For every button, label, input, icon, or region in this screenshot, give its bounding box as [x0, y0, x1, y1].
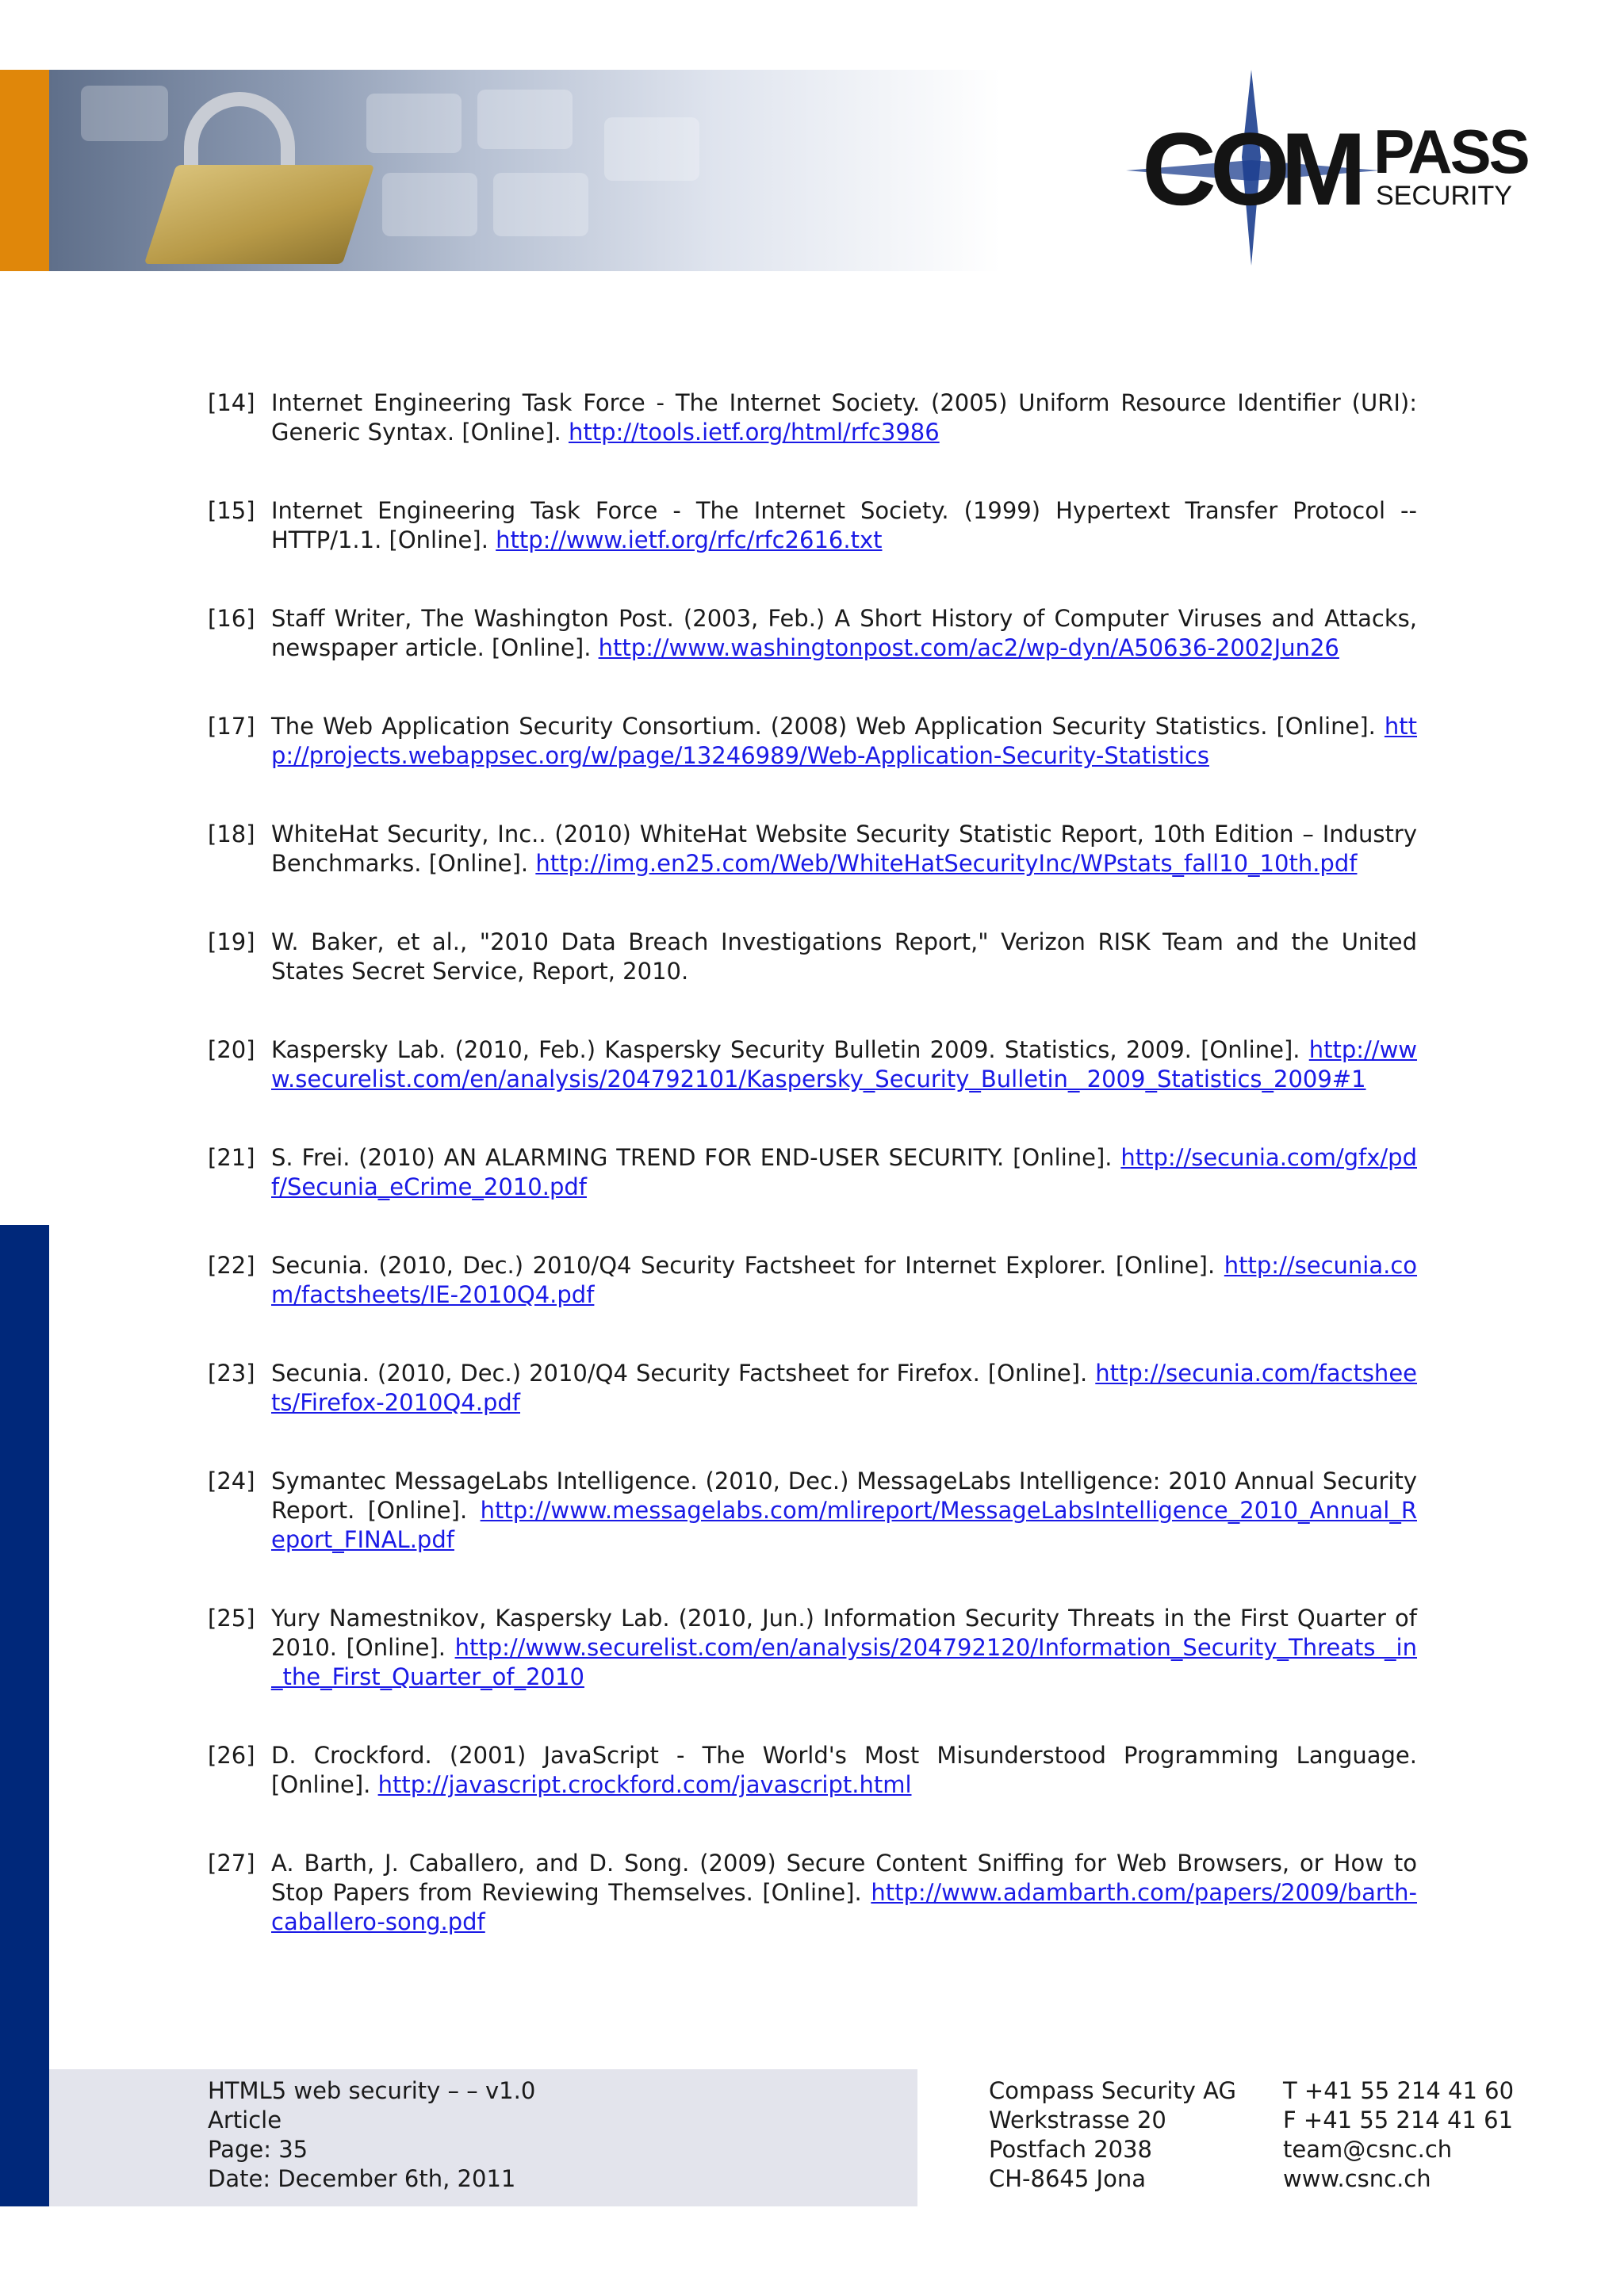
svg-text:SECURITY: SECURITY: [1376, 181, 1512, 211]
reference-link[interactable]: http://www.adambarth.com/papers/2009/barth-caballero-song.pdf: [271, 1879, 1417, 1935]
footer-page-number: Page: 35: [208, 2136, 308, 2163]
reference-item: [208, 712, 1417, 771]
reference-text: WhiteHat Security, Inc.. (2010) WhiteHat Website Security Statistic Report, 10th Edition – Industry Benchmarks. [Online].: [271, 821, 1417, 877]
reference-text: Staff Writer, The Washington Post. (2003, Feb.) A Short History of Computer Viruses and Attacks, newspaper article. [Online].: [271, 605, 1417, 661]
orange-accent-bar: [0, 70, 49, 271]
reference-text: Secunia. (2010, Dec.) 2010/Q4 Security Factsheet for Internet Explorer. [Online].: [271, 1252, 1216, 1279]
footer-doc-type: Article: [208, 2107, 282, 2133]
reference-text: D. Crockford. (2001) JavaScript - The World's Most Misunderstood Programming Language. [Online].: [271, 1742, 1417, 1798]
padlock-icon: [144, 165, 375, 264]
reference-number: [15]: [208, 497, 255, 524]
svg-text:M: M: [1281, 111, 1367, 227]
footer-website: www.csnc.ch: [1283, 2165, 1431, 2192]
reference-number: [20]: [208, 1036, 255, 1063]
footer-street: Werkstrasse 20: [989, 2107, 1166, 2133]
reference-list: [208, 388, 1417, 1986]
footer-postbox: Postfach 2038: [989, 2136, 1153, 2163]
reference-item: [208, 820, 1417, 878]
reference-text: The Web Application Security Consortium. (2008) Web Application Security Statistics. [Online].: [271, 713, 1376, 740]
footer-city: CH-8645 Jona: [989, 2165, 1146, 2192]
footer-phone: T +41 55 214 41 60: [1283, 2077, 1515, 2104]
reference-item: [208, 388, 1417, 447]
reference-item: [208, 1741, 1417, 1800]
reference-item: [208, 1359, 1417, 1418]
compass-security-logo: [1118, 63, 1546, 277]
reference-text: Yury Namestnikov, Kaspersky Lab. (2010, Jun.) Information Security Threats in the First Quarter of 2010. [Online].: [271, 1605, 1417, 1661]
reference-number: [21]: [208, 1144, 255, 1171]
reference-number: [26]: [208, 1742, 255, 1769]
reference-link[interactable]: http://projects.webappsec.org/w/page/13246989/Web-Application-Security-Statistics: [271, 713, 1418, 769]
reference-item: [208, 1251, 1417, 1310]
footer-company-address: [989, 2076, 1236, 2194]
reference-item: [208, 496, 1417, 555]
reference-number: [23]: [208, 1360, 255, 1387]
footer-doc-title: HTML5 web security – – v1.0: [208, 2077, 536, 2104]
header-padlock-keyboard-image: [49, 70, 1001, 271]
reference-item: [208, 928, 1417, 986]
reference-number: [14]: [208, 389, 255, 416]
footer-date: Date: December 6th, 2011: [208, 2165, 516, 2192]
reference-text: Secunia. (2010, Dec.) 2010/Q4 Security Factsheet for Firefox. [Online].: [271, 1360, 1088, 1387]
reference-link[interactable]: http://secunia.com/gfx/pdf/Secunia_eCrime_2010.pdf: [271, 1144, 1417, 1200]
reference-link[interactable]: http://www.securelist.com/en/analysis/204792120/Information_Security_Threats _in_the_First_Quarter_of_2010: [271, 1634, 1417, 1690]
footer-email: team@csnc.ch: [1283, 2136, 1453, 2163]
reference-link[interactable]: http://www.ietf.org/rfc/rfc2616.txt: [496, 526, 883, 553]
reference-link[interactable]: http://tools.ietf.org/html/rfc3986: [568, 419, 940, 446]
reference-number: [22]: [208, 1252, 255, 1279]
reference-item: [208, 1604, 1417, 1692]
reference-text: Kaspersky Lab. (2010, Feb.) Kaspersky Security Bulletin 2009. Statistics, 2009. [Online].: [271, 1036, 1300, 1063]
footer-company-name: Compass Security AG: [989, 2077, 1236, 2104]
reference-item: [208, 604, 1417, 663]
svg-text:PASS: PASS: [1373, 117, 1528, 186]
reference-link[interactable]: http://www.securelist.com/en/analysis/204792101/Kaspersky_Security_Bulletin_ 2009_Statistics_2009#1: [271, 1036, 1418, 1093]
reference-number: [24]: [208, 1468, 255, 1494]
reference-text: Internet Engineering Task Force - The Internet Society. (1999) Hypertext Transfer Protocol -- HTTP/1.1. [Online].: [271, 497, 1417, 553]
reference-link[interactable]: http://www.washingtonpost.com/ac2/wp-dyn/A50636-2002Jun26: [598, 634, 1339, 661]
reference-number: [19]: [208, 928, 255, 955]
footer-contact: [1283, 2076, 1514, 2194]
page-header: [0, 0, 1624, 274]
reference-item: [208, 1849, 1417, 1937]
reference-link[interactable]: http://www.messagelabs.com/mlireport/MessageLabsIntelligence_2010_Annual_Report_FINAL.pdf: [271, 1497, 1417, 1553]
svg-text:CO: CO: [1142, 111, 1284, 227]
footer-doc-info: [208, 2076, 535, 2194]
reference-link[interactable]: http://img.en25.com/Web/WhiteHatSecurityInc/WPstats_fall10_10th.pdf: [535, 850, 1358, 877]
reference-number: [17]: [208, 713, 255, 740]
reference-number: [18]: [208, 821, 255, 848]
reference-item: [208, 1467, 1417, 1555]
reference-text: Internet Engineering Task Force - The Internet Society. (2005) Uniform Resource Identifier (URI): Generic Syntax. [Online].: [271, 389, 1417, 446]
reference-number: [25]: [208, 1605, 255, 1632]
reference-text: W. Baker, et al., "2010 Data Breach Investigations Report," Verizon RISK Team and the United States Secret Service, Report, 2010.: [271, 928, 1417, 985]
reference-item: [208, 1035, 1417, 1094]
reference-number: [16]: [208, 605, 255, 632]
reference-number: [27]: [208, 1850, 255, 1877]
reference-link[interactable]: http://secunia.com/factsheets/Firefox-2010Q4.pdf: [271, 1360, 1417, 1416]
reference-text: Symantec MessageLabs Intelligence. (2010, Dec.) MessageLabs Intelligence: 2010 Annual Security Report. [Online].: [271, 1468, 1417, 1524]
blue-accent-bar: [0, 1225, 49, 2206]
reference-link[interactable]: http://javascript.crockford.com/javascript.html: [377, 1771, 912, 1798]
footer-fax: F +41 55 214 41 61: [1283, 2107, 1514, 2133]
reference-item: [208, 1143, 1417, 1202]
reference-text: S. Frei. (2010) AN ALARMING TREND FOR END-USER SECURITY. [Online].: [271, 1144, 1113, 1171]
reference-link[interactable]: http://secunia.com/factsheets/IE-2010Q4.pdf: [271, 1252, 1418, 1308]
reference-text: A. Barth, J. Caballero, and D. Song. (2009) Secure Content Sniffing for Web Browsers, or How to Stop Papers from Reviewing Themselves. [Online].: [271, 1850, 1417, 1906]
